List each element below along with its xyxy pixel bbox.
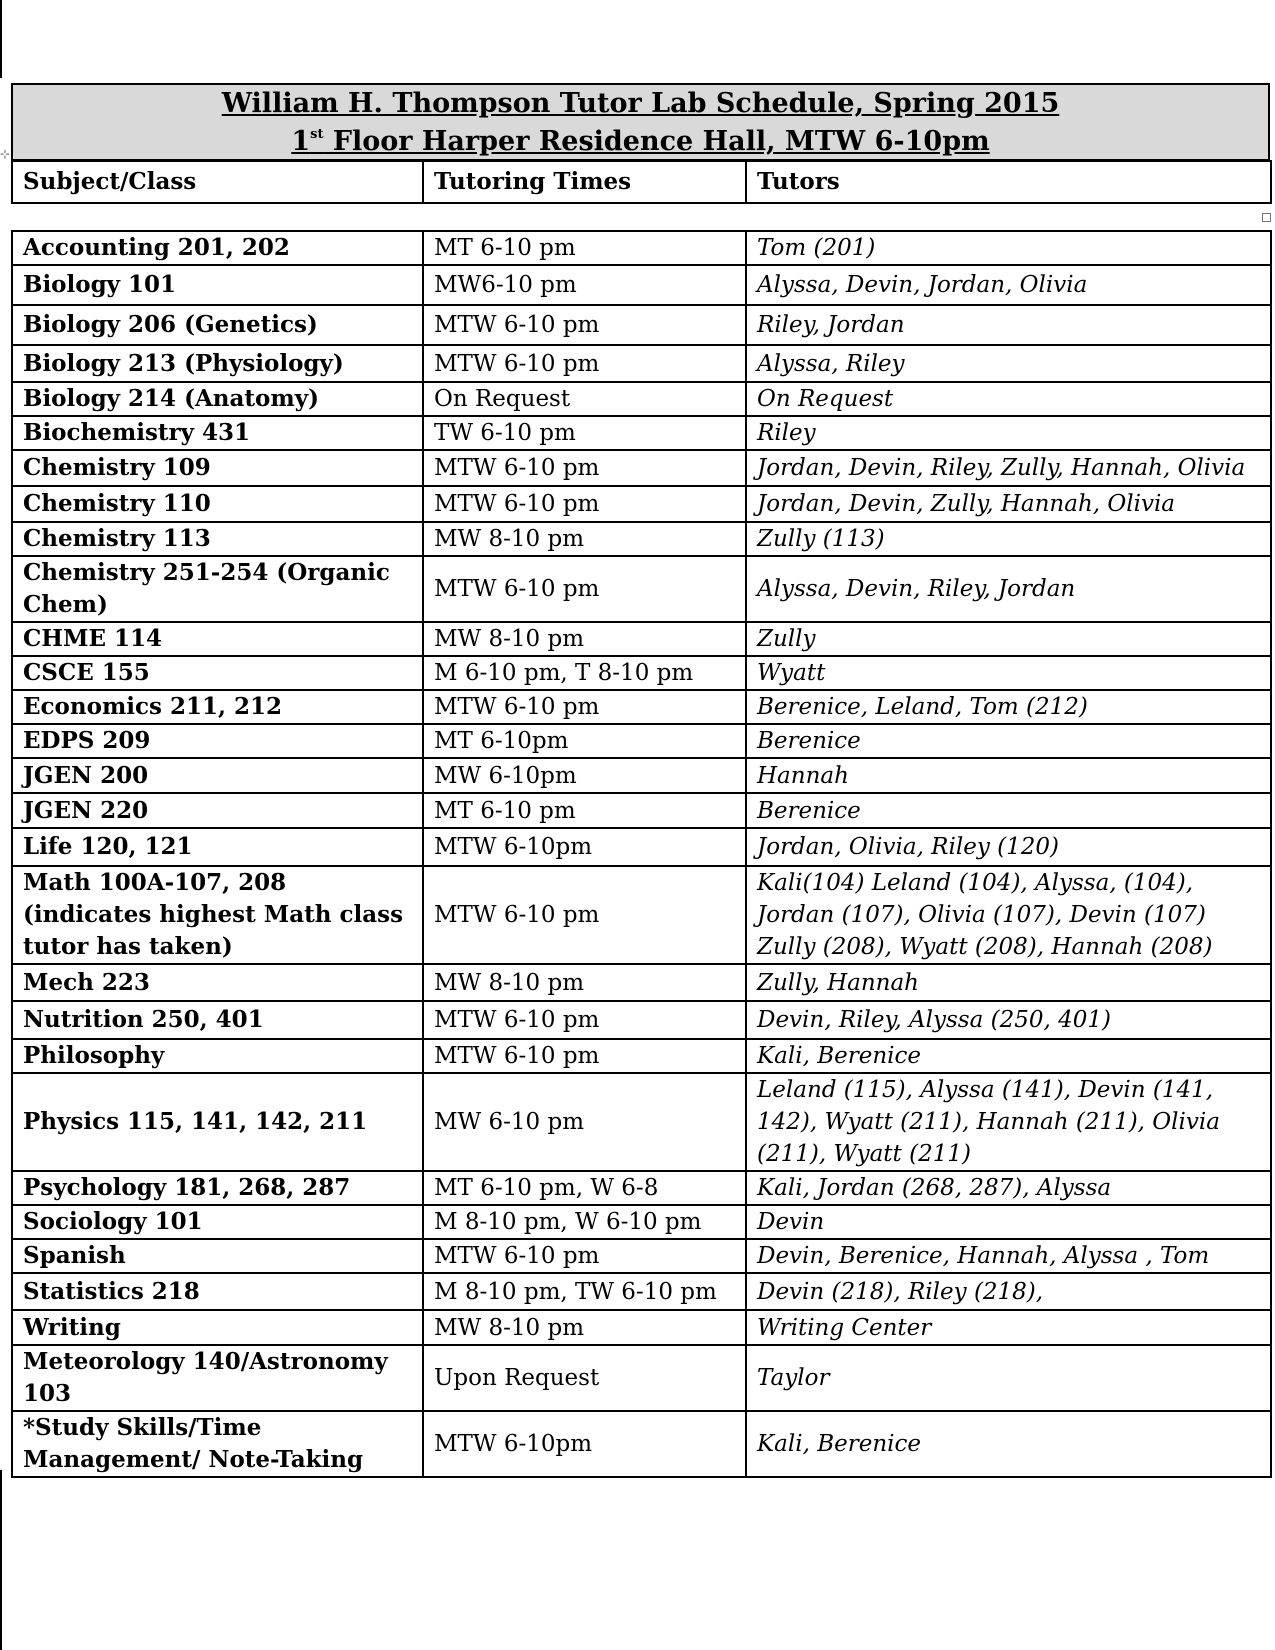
subject-cell: EDPS 209: [12, 724, 423, 758]
subject-cell: Chemistry 110: [12, 486, 423, 522]
times-cell: MTW 6-10 pm: [423, 345, 746, 382]
table-row: [12, 828, 1271, 866]
subject-cell: Psychology 181, 268, 287: [12, 1171, 423, 1205]
table-row: [12, 416, 1271, 450]
subject-cell: JGEN 220: [12, 793, 423, 828]
tutors-cell: Hannah: [746, 758, 1271, 793]
times-cell: MW 8-10 pm: [423, 1310, 746, 1345]
table-row: [12, 1073, 1271, 1171]
table-row: [12, 450, 1271, 486]
page-edge-bottom: [0, 1470, 2, 1650]
times-cell: MTW 6-10pm: [423, 1411, 746, 1477]
times-cell: MTW 6-10 pm: [423, 690, 746, 724]
table-row: [12, 1039, 1271, 1073]
subject-cell: Chemistry 109: [12, 450, 423, 486]
tutors-cell: Zully (113): [746, 522, 1271, 556]
table-row: [12, 724, 1271, 758]
times-cell: MW 8-10 pm: [423, 622, 746, 656]
tutors-cell: Riley: [746, 416, 1271, 450]
tutors-cell: Devin: [746, 1205, 1271, 1239]
times-cell: MTW 6-10pm: [423, 828, 746, 866]
schedule-table: [11, 230, 1272, 1478]
tutors-cell: Berenice, Leland, Tom (212): [746, 690, 1271, 724]
subject-cell: Spanish: [12, 1239, 423, 1273]
times-cell: MT 6-10 pm, W 6-8: [423, 1171, 746, 1205]
times-cell: MW 6-10 pm: [423, 1073, 746, 1171]
header-tutors: Tutors: [746, 161, 1271, 203]
tutors-cell: Alyssa, Devin, Jordan, Olivia: [746, 265, 1271, 305]
tutors-cell: Berenice: [746, 793, 1271, 828]
tutors-cell: Alyssa, Devin, Riley, Jordan: [746, 556, 1271, 622]
table-row: [12, 265, 1271, 305]
table-row: [12, 1273, 1271, 1310]
subject-cell: Biochemistry 431: [12, 416, 423, 450]
schedule-header-table: [11, 160, 1272, 204]
subject-cell: Mech 223: [12, 964, 423, 1001]
subject-cell: Life 120, 121: [12, 828, 423, 866]
subject-cell: Biology 214 (Anatomy): [12, 382, 423, 416]
table-row: [12, 382, 1271, 416]
subject-cell: Writing: [12, 1310, 423, 1345]
table-row: [12, 758, 1271, 793]
table-row: [12, 1205, 1271, 1239]
times-cell: MTW 6-10 pm: [423, 1001, 746, 1039]
times-cell: MW 6-10pm: [423, 758, 746, 793]
header-row: [12, 161, 1271, 203]
subject-cell: Economics 211, 212: [12, 690, 423, 724]
subject-cell: Biology 101: [12, 265, 423, 305]
tutors-cell: Leland (115), Alyssa (141), Devin (141, 142), Wyatt (211), Hannah (211), Olivia (211), Wyatt (211): [746, 1073, 1271, 1171]
times-cell: MTW 6-10 pm: [423, 556, 746, 622]
subject-cell: Chemistry 113: [12, 522, 423, 556]
tutors-cell: Devin (218), Riley (218),: [746, 1273, 1271, 1310]
table-row: [12, 231, 1271, 265]
tutors-cell: Kali, Jordan (268, 287), Alyssa: [746, 1171, 1271, 1205]
subject-cell: *Study Skills/Time Management/ Note-Taking: [12, 1411, 423, 1477]
table-row: [12, 1001, 1271, 1039]
table-row: [12, 486, 1271, 522]
table-row: [12, 690, 1271, 724]
times-cell: On Request: [423, 382, 746, 416]
table-row: [12, 345, 1271, 382]
subject-cell: Sociology 101: [12, 1205, 423, 1239]
tutors-cell: Riley, Jordan: [746, 305, 1271, 345]
tutors-cell: Writing Center: [746, 1310, 1271, 1345]
tutors-cell: Alyssa, Riley: [746, 345, 1271, 382]
subject-cell: Meteorology 140/Astronomy 103: [12, 1345, 423, 1411]
subject-cell: JGEN 200: [12, 758, 423, 793]
times-cell: MW 8-10 pm: [423, 522, 746, 556]
subject-cell: CSCE 155: [12, 656, 423, 690]
table-row: [12, 866, 1271, 964]
tutors-cell: Devin, Berenice, Hannah, Alyssa , Tom: [746, 1239, 1271, 1273]
subject-cell: CHME 114: [12, 622, 423, 656]
times-cell: MW6-10 pm: [423, 265, 746, 305]
times-cell: MTW 6-10 pm: [423, 450, 746, 486]
tutors-cell: Taylor: [746, 1345, 1271, 1411]
times-cell: MT 6-10pm: [423, 724, 746, 758]
tutors-cell: On Request: [746, 382, 1271, 416]
tutors-cell: Wyatt: [746, 656, 1271, 690]
tutors-cell: Jordan, Devin, Zully, Hannah, Olivia: [746, 486, 1271, 522]
times-cell: Upon Request: [423, 1345, 746, 1411]
tutors-cell: Kali, Berenice: [746, 1039, 1271, 1073]
tutors-cell: Zully, Hannah: [746, 964, 1271, 1001]
tutors-cell: Devin, Riley, Alyssa (250, 401): [746, 1001, 1271, 1039]
table-row: [12, 656, 1271, 690]
table-row: [12, 556, 1271, 622]
table-row: [12, 1239, 1271, 1273]
times-cell: MTW 6-10 pm: [423, 305, 746, 345]
subject-cell: Physics 115, 141, 142, 211: [12, 1073, 423, 1171]
tutors-cell: Kali, Berenice: [746, 1411, 1271, 1477]
times-cell: TW 6-10 pm: [423, 416, 746, 450]
times-cell: MTW 6-10 pm: [423, 486, 746, 522]
tutors-cell: Jordan, Devin, Riley, Zully, Hannah, Olivia: [746, 450, 1271, 486]
schedule-location: 1st Floor Harper Residence Hall, MTW 6-10pm: [291, 126, 990, 157]
table-row: [12, 305, 1271, 345]
table-row: [12, 1345, 1271, 1411]
tutors-cell: Kali(104) Leland (104), Alyssa, (104), Jordan (107), Olivia (107), Devin (107) Zully (208), Wyatt (208), Hannah (208): [746, 866, 1271, 964]
subject-cell: Accounting 201, 202: [12, 231, 423, 265]
times-cell: MT 6-10 pm: [423, 793, 746, 828]
times-cell: MTW 6-10 pm: [423, 1039, 746, 1073]
table-row: [12, 1411, 1271, 1477]
tutors-cell: Tom (201): [746, 231, 1271, 265]
subject-cell: Statistics 218: [12, 1273, 423, 1310]
subject-cell: Nutrition 250, 401: [12, 1001, 423, 1039]
table-row: [12, 1171, 1271, 1205]
header-subject: Subject/Class: [12, 161, 423, 203]
header-times: Tutoring Times: [423, 161, 746, 203]
times-cell: M 6-10 pm, T 8-10 pm: [423, 656, 746, 690]
page-edge-top: [0, 0, 2, 78]
subject-cell: Chemistry 251-254 (Organic Chem): [12, 556, 423, 622]
table-row: [12, 622, 1271, 656]
table-move-handle-icon[interactable]: ⊹: [0, 147, 11, 161]
schedule-title: William H. Thompson Tutor Lab Schedule, Spring 2015: [221, 88, 1060, 119]
times-cell: M 8-10 pm, TW 6-10 pm: [423, 1273, 746, 1310]
subject-cell: Math 100A-107, 208 (indicates highest Math class tutor has taken): [12, 866, 423, 964]
tutors-cell: Zully: [746, 622, 1271, 656]
times-cell: MTW 6-10 pm: [423, 866, 746, 964]
table-row: [12, 522, 1271, 556]
subject-cell: Philosophy: [12, 1039, 423, 1073]
title-banner: [11, 83, 1270, 161]
subject-cell: Biology 213 (Physiology): [12, 345, 423, 382]
table-resize-handle[interactable]: [1262, 213, 1271, 222]
times-cell: MTW 6-10 pm: [423, 1239, 746, 1273]
times-cell: M 8-10 pm, W 6-10 pm: [423, 1205, 746, 1239]
table-row: [12, 1310, 1271, 1345]
table-row: [12, 793, 1271, 828]
subject-cell: Biology 206 (Genetics): [12, 305, 423, 345]
times-cell: MT 6-10 pm: [423, 231, 746, 265]
table-row: [12, 964, 1271, 1001]
times-cell: MW 8-10 pm: [423, 964, 746, 1001]
tutors-cell: Jordan, Olivia, Riley (120): [746, 828, 1271, 866]
tutors-cell: Berenice: [746, 724, 1271, 758]
